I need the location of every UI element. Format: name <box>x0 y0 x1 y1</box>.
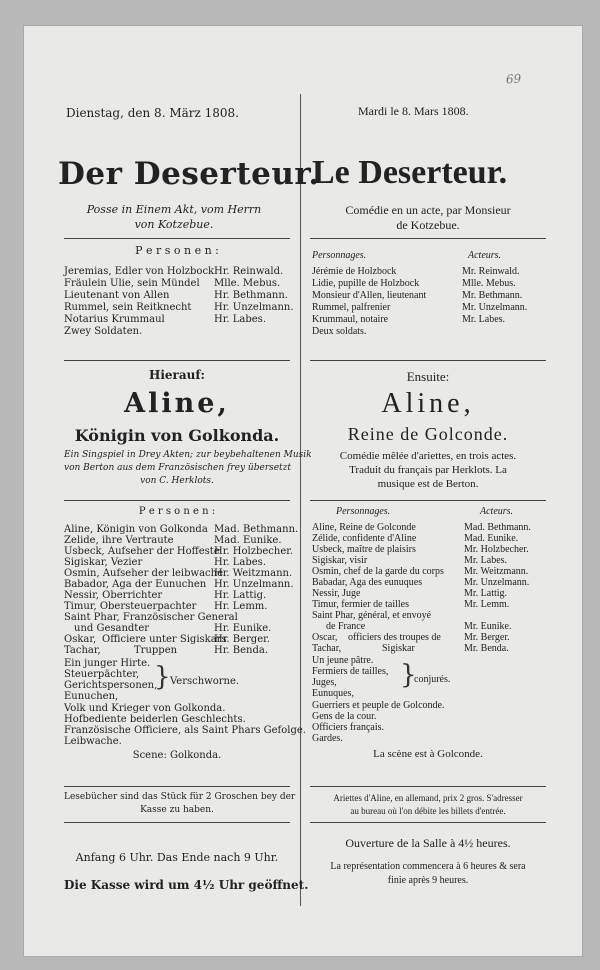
french-ariettes-1: Ariettes d'Aline, en allemand, prix 2 gros. S'adresser <box>333 793 523 803</box>
role: Usbeck, maître de plaisirs <box>312 544 416 555</box>
german-subtitle-line1: Posse in Einem Akt, vom Herrn <box>86 203 262 216</box>
playbill-sheet <box>24 26 582 956</box>
actor: Mlle. Mebus. <box>214 278 281 289</box>
role: de France <box>326 621 366 632</box>
brace-item: Fermiers de tailles, <box>312 666 389 677</box>
german-date: Dienstag, den 8. März 1808. <box>66 106 239 120</box>
actor: Mr. Reinwald. <box>462 266 520 277</box>
french-rule <box>310 786 546 787</box>
role: Zwey Soldaten. <box>64 326 143 337</box>
cast-tail: Guerriers et peuple de Golconde. <box>312 700 445 711</box>
role: Oscar, <box>312 632 338 643</box>
brace-item: Un jeune pâtre. <box>312 655 374 666</box>
cast-tail: Volk und Krieger von Golkonda. <box>64 703 226 714</box>
german-title-deserteur: Der Deserteur. <box>58 156 320 192</box>
french-title-aline: Aline, <box>381 388 475 419</box>
actor: Mr. Bethmann. <box>462 290 523 301</box>
german-rule <box>64 822 290 823</box>
actor: Mr. Labes. <box>462 314 506 325</box>
french-date: Mardi le 8. Mars 1808. <box>358 104 469 118</box>
role: Rummel, palfrenier <box>312 302 391 313</box>
french-title-deserteur: Le Deserteur. <box>312 154 508 191</box>
french-cast2-head-right: Acteurs. <box>480 506 514 517</box>
french-cast2-head-left: Personnages. <box>336 506 391 517</box>
german-start-time: Anfang 6 Uhr. Das Ende nach 9 Uhr. <box>75 851 279 864</box>
german-rule <box>64 786 290 787</box>
role: Jérémie de Holzbock <box>312 266 397 277</box>
note: Truppen <box>134 645 178 656</box>
role: Oskar, <box>64 634 97 645</box>
actor: Hr. Benda. <box>214 645 269 656</box>
actor: Mad. Bethmann. <box>214 524 299 535</box>
actor: Mr. Lemm. <box>464 599 510 610</box>
role: Fräulein Ulie, sein Mündel <box>64 278 200 289</box>
german-rule <box>64 360 290 361</box>
note: Sigiskar <box>382 643 415 654</box>
french-cast-head-left: Personnages. <box>312 250 367 261</box>
role: Deux soldats. <box>312 326 367 337</box>
actor: Hr. Reinwald. <box>214 266 284 277</box>
german-title-aline-sub: Königin von Golkonda. <box>74 426 280 445</box>
actor: Hr. Labes. <box>214 557 266 568</box>
german-aline-desc-1: Ein Singspiel in Drey Akten; zur beybehaltenen Musik <box>64 450 312 460</box>
french-rule <box>310 822 546 823</box>
actor: Mad. Eunike. <box>214 535 282 546</box>
role: Nessir, Juge <box>312 588 361 599</box>
actor: Mr. Unzelmann. <box>462 302 528 313</box>
french-aline-desc-1: Comédie mêlée d'ariettes, en trois actes. <box>339 450 517 462</box>
french-ariettes-2: au bureau où l'on débite les billets d'entrée. <box>350 806 506 816</box>
cast-tail: Gardes. <box>312 733 343 744</box>
role: Sigiskar, Vezier <box>64 557 143 568</box>
german-cast1-header: P e r s o n e n : <box>135 244 219 257</box>
actor: Hr. Berger. <box>214 634 270 645</box>
french-title-aline-sub: Reine de Golconde. <box>347 424 509 444</box>
german-title-aline: Aline, <box>124 388 230 419</box>
role: und Gesandter <box>74 623 150 634</box>
role: Jeremias, Edler von Holzbock <box>64 266 215 277</box>
role: Notarius Krummaul <box>64 314 165 325</box>
actor: Mlle. Mebus. <box>462 278 516 289</box>
role: Krummaul, notaire <box>312 314 389 325</box>
role: Rummel, sein Reitknecht <box>64 302 192 313</box>
cast-tail: Officiers français. <box>312 722 385 733</box>
role: Timur, fermier de tailles <box>312 599 409 610</box>
german-aline-desc-3: von C. Herklots. <box>140 476 214 486</box>
role: Osmin, chef de la garde du corps <box>312 566 444 577</box>
note: Officiere unter Sigiskars <box>102 634 227 645</box>
role: Zélide, confidente d'Aline <box>312 533 417 544</box>
role: Aline, Königin von Golkonda <box>64 524 208 535</box>
french-subtitle-line1: Comédie en un acte, par Monsieur <box>345 203 511 217</box>
french-representation-2: finie après 9 heures. <box>387 875 469 886</box>
role: Lidie, pupille de Holzbock <box>312 278 420 289</box>
actor: Mr. Benda. <box>464 643 509 654</box>
actor: Mr. Unzelmann. <box>464 577 530 588</box>
french-overture: Ouverture de la Salle à 4½ heures. <box>345 836 511 850</box>
brace-item: Ein junger Hirte. <box>64 658 151 669</box>
brace-item: Eunuques, <box>312 688 354 699</box>
role: Babador, Aga der Eunuchen <box>64 579 207 590</box>
french-aline-desc-3: musique est de Berton. <box>377 478 479 490</box>
role: Tachar, <box>64 645 101 656</box>
french-ensuite: Ensuite: <box>406 369 450 384</box>
role: Nessir, Oberrichter <box>64 590 163 601</box>
brace-item: Gerichtspersonen, <box>64 680 158 691</box>
actor: Mad. Eunike. <box>464 533 519 544</box>
actor: Mr. Lattig. <box>464 588 508 599</box>
actor: Hr. Lemm. <box>214 601 268 612</box>
role: Osmin, Aufseher der leibwache <box>64 568 224 579</box>
german-kasse: Die Kasse wird um 4½ Uhr geöffnet. <box>64 878 309 892</box>
actor: Hr. Labes. <box>214 314 266 325</box>
german-cast2-header: P e r s o n e n : <box>138 506 216 517</box>
brace-label: conjurés. <box>414 674 451 685</box>
cast-tail: Gens de la cour. <box>312 711 377 722</box>
role: Zelide, ihre Vertraute <box>64 535 174 546</box>
page-number: 69 <box>505 71 522 87</box>
brace-label: Verschworne. <box>170 676 240 687</box>
brace-item: Eunuchen, <box>64 691 119 702</box>
brace-glyph: } <box>400 660 417 690</box>
role: Monsieur d'Allen, lieutenant <box>312 290 427 301</box>
german-scene: Scene: Golkonda. <box>132 750 222 761</box>
cast-tail: Französische Officiere, als Saint Phars Gefolge. <box>64 725 306 736</box>
actor: Hr. Eunike. <box>214 623 272 634</box>
french-representation-1: La représentation commencera à 6 heures & sera <box>330 861 526 872</box>
french-subtitle-line2: de Kotzebue. <box>396 218 460 232</box>
french-cast-head-right: Acteurs. <box>468 250 502 261</box>
actor: Mr. Eunike. <box>464 621 512 632</box>
cast-tail: Leibwache. <box>64 736 122 747</box>
german-subtitle-line2: von Kotzebue. <box>134 218 214 231</box>
role: Lieutenant von Allen <box>64 290 170 301</box>
french-rule <box>310 500 546 501</box>
actor: Mr. Berger. <box>464 632 510 643</box>
actor: Mr. Labes. <box>464 555 508 566</box>
role: Timur, Obersteuerpachter <box>64 601 197 612</box>
german-rule <box>64 238 290 239</box>
role: Saint Phar, Französischer General <box>64 612 238 623</box>
actor: Mr. Weitzmann. <box>464 566 529 577</box>
french-rule <box>310 238 546 239</box>
role: Aline, Reine de Golconde <box>312 522 416 533</box>
brace-item: Steuerpächter, <box>64 669 140 680</box>
role: Sigiskar, visir <box>312 555 368 566</box>
german-rule <box>64 500 290 501</box>
german-textbooks-1: Lesebücher sind das Stück für 2 Groschen bey der <box>64 792 296 802</box>
brace-item: Juges, <box>312 677 337 688</box>
actor: Hr. Lattig. <box>214 590 267 601</box>
actor: Hr. Unzelmann. <box>214 579 294 590</box>
role: Tachar, <box>312 643 342 654</box>
french-aline-desc-2: Traduit du français par Herklots. La <box>349 464 507 476</box>
role: Saint Phar, général, et envoyé <box>312 610 432 621</box>
note: officiers des troupes de <box>348 632 441 643</box>
german-hierauf: Hierauf: <box>149 368 205 382</box>
actor: Hr. Unzelmann. <box>214 302 294 313</box>
french-scene: La scène est à Golconde. <box>373 748 483 760</box>
cast-tail: Hofbediente beiderlen Geschlechts. <box>64 714 246 725</box>
german-aline-desc-2: von Berton aus dem Französischen frey übersetzt <box>64 463 292 473</box>
role: Babadar, Aga des eunuques <box>312 577 423 588</box>
actor: Mr. Holzbecher. <box>464 544 529 555</box>
german-textbooks-2: Kasse zu haben. <box>140 805 214 815</box>
actor: Hr. Bethmann. <box>214 290 288 301</box>
actor: Mad. Bethmann. <box>464 522 531 533</box>
column-divider <box>300 94 301 906</box>
french-rule <box>310 360 546 361</box>
role: Usbeck, Aufseher der Hoffeste <box>64 546 220 557</box>
actor: Hr. Weitzmann. <box>214 568 293 579</box>
actor: Hr. Holzbecher. <box>214 546 294 557</box>
brace-glyph: } <box>154 662 171 692</box>
